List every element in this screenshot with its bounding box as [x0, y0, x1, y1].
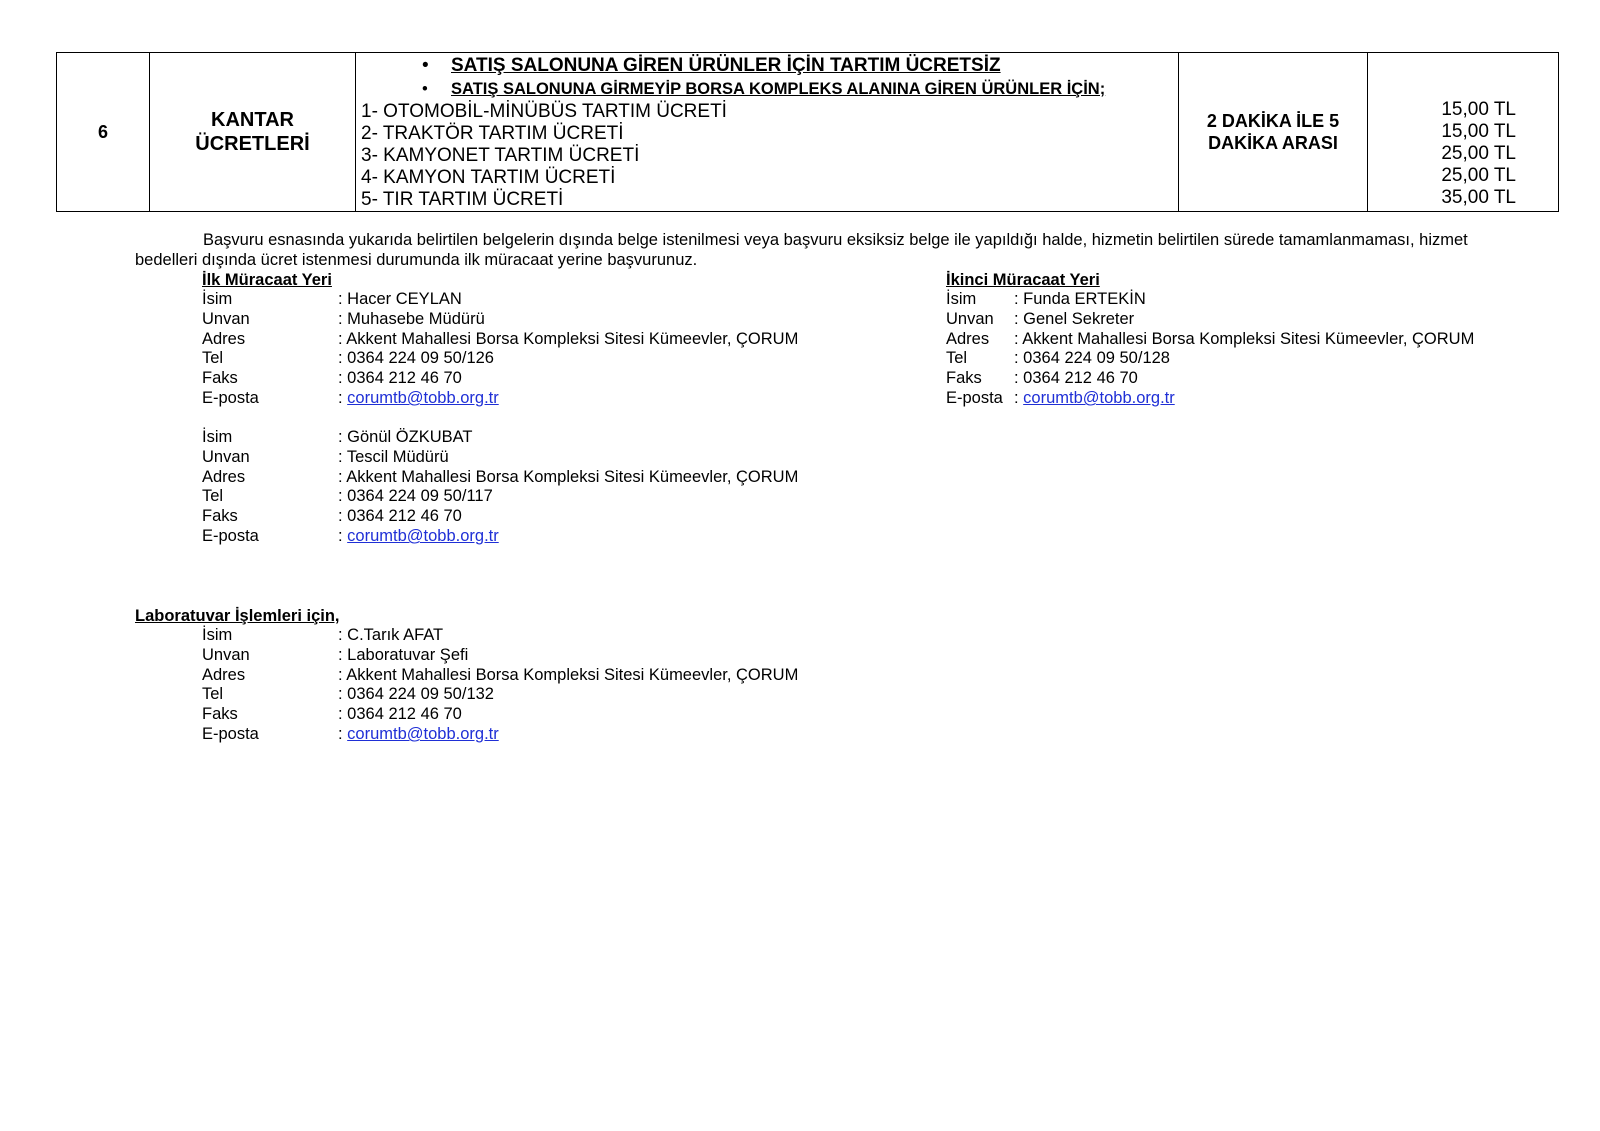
- contact-phone: : 0364 224 09 50/128: [1014, 349, 1170, 368]
- duration-line-1: 2 DAKİKA İLE 5: [1206, 111, 1340, 131]
- fee-item: 3- KAMYONET TARTIM ÜCRETİ: [361, 145, 640, 166]
- contact-phone: : 0364 224 09 50/117: [338, 487, 493, 506]
- contact-email-link[interactable]: corumtb@tobb.org.tr: [347, 724, 499, 743]
- label-fax: Faks: [202, 369, 238, 388]
- fee-item: 4- KAMYON TARTIM ÜCRETİ: [361, 167, 616, 188]
- label-address: Adres: [202, 467, 246, 486]
- first-place-heading: İlk Müracaat Yeri: [202, 271, 332, 289]
- service-name: [150, 53, 356, 212]
- label-address: Adres: [202, 665, 246, 684]
- contact-address: : Akkent Mahallesi Borsa Kompleksi Sitesi Kümeevler, ÇORUM: [338, 329, 799, 348]
- service-duration: [1179, 53, 1368, 212]
- label-name: İsim: [202, 290, 233, 308]
- contact-name: : Gönül ÖZKUBAT: [338, 428, 473, 446]
- label-address: Adres: [946, 329, 990, 348]
- contact-title: : Muhasebe Müdürü: [338, 309, 485, 328]
- contact-name: : C.Tarık AFAT: [338, 626, 444, 644]
- label-email: E-posta: [202, 724, 259, 743]
- label-name: İsim: [202, 626, 233, 644]
- contact-title: : Laboratuvar Şefi: [338, 645, 469, 664]
- label-email: E-posta: [946, 388, 1003, 407]
- application-notice: Başvuru esnasında yukarıda belirtilen belgelerin dışında belge istenilmesi veya başvuru eksiksiz belge ile yapıldığı halde, hizmetin belirtilen sürede tamamlanmaması, hizmet bedelleri dışında ücret istenmesi durumunda ilk müracaat yerine başvurunuz.: [135, 231, 1468, 269]
- contact-fax: : 0364 212 46 70: [1014, 369, 1138, 388]
- contact-name: : Hacer CEYLAN: [338, 290, 462, 308]
- contact-card-lab: İsim : C.Tarık AFAT Unvan : Laboratuvar Şefi Adres : Akkent Mahallesi Borsa Kompleksi Sitesi Kümeevler, ÇORUM Tel : 0364 224 09 50/132 Faks : 0364 212 46 70 E-posta : corumtb@tobb.org.tr: [202, 626, 799, 743]
- service-name-line-2: ÜCRETLERİ: [195, 133, 310, 155]
- contact-fax: : 0364 212 46 70: [338, 369, 462, 388]
- label-phone: Tel: [946, 349, 968, 368]
- contact-fax: : 0364 212 46 70: [338, 705, 462, 724]
- label-email: E-posta: [202, 526, 259, 545]
- contact-card-first-2: İsim : Gönül ÖZKUBAT Unvan : Tescil Müdürü Adres : Akkent Mahallesi Borsa Kompleksi Sitesi Kümeevler, ÇORUM Tel : 0364 224 09 50/117 Faks : 0364 212 46 70 E-posta : corumtb@tobb.org.tr: [202, 428, 799, 545]
- label-phone: Tel: [202, 487, 224, 506]
- contact-card-second: İsim : Funda ERTEKİN Unvan : Genel Sekreter Adres : Akkent Mahallesi Borsa Kompleksi Sitesi Kümeevler, ÇORUM Tel : 0364 224 09 50/128 Faks : 0364 212 46 70 E-posta : corumtb@tobb.org.tr: [946, 290, 1475, 407]
- row-number: 6: [57, 53, 150, 212]
- lab-heading: Laboratuvar İşlemleri için,: [135, 607, 340, 625]
- duration-line-2: DAKİKA ARASI: [1208, 133, 1338, 153]
- label-fax: Faks: [202, 507, 238, 526]
- service-prices: [1368, 53, 1559, 212]
- price-value: 35,00 TL: [1441, 187, 1516, 208]
- label-title: Unvan: [202, 309, 250, 328]
- contact-phone: : 0364 224 09 50/126: [338, 349, 494, 368]
- contact-card-first-1: İsim : Hacer CEYLAN Unvan : Muhasebe Müdürü Adres : Akkent Mahallesi Borsa Kompleksi Sitesi Kümeevler, ÇORUM Tel : 0364 224 09 50/126 Faks : 0364 212 46 70 E-posta : corumtb@tobb.org.tr: [202, 290, 799, 407]
- service-name-line-1: KANTAR: [211, 109, 294, 131]
- contact-email-link[interactable]: corumtb@tobb.org.tr: [347, 526, 499, 545]
- service-description: [356, 53, 1179, 212]
- price-value: 25,00 TL: [1441, 143, 1516, 164]
- label-title: Unvan: [946, 309, 994, 328]
- label-name: İsim: [202, 428, 233, 446]
- label-title: Unvan: [202, 447, 250, 466]
- label-email: E-posta: [202, 388, 259, 407]
- price-value: 15,00 TL: [1441, 99, 1516, 120]
- contact-address: : Akkent Mahallesi Borsa Kompleksi Sitesi Kümeevler, ÇORUM: [1014, 329, 1475, 348]
- label-phone: Tel: [202, 685, 224, 704]
- contact-address: : Akkent Mahallesi Borsa Kompleksi Sitesi Kümeevler, ÇORUM: [338, 665, 799, 684]
- bullet-complex-area: • SATIŞ SALONUNA GİRMEYİP BORSA KOMPLEKS ALANINA GİREN ÜRÜNLER İÇİN;: [356, 78, 1178, 101]
- contact-email-link[interactable]: corumtb@tobb.org.tr: [1023, 388, 1175, 407]
- contact-fax: : 0364 212 46 70: [338, 507, 462, 526]
- contact-address: : Akkent Mahallesi Borsa Kompleksi Sitesi Kümeevler, ÇORUM: [338, 467, 799, 486]
- fee-item: 5- TIR TARTIM ÜCRETİ: [361, 189, 564, 210]
- contact-title: : Genel Sekreter: [1014, 309, 1135, 328]
- label-name: İsim: [946, 290, 977, 308]
- fee-item: 1- OTOMOBİL-MİNÜBÜS TARTIM ÜCRETİ: [361, 101, 727, 122]
- bullet-free-weighing: • SATIŞ SALONUNA GİREN ÜRÜNLER İÇİN TARTIM ÜCRETSİZ: [356, 54, 1178, 78]
- fee-table: [56, 52, 1559, 212]
- label-fax: Faks: [946, 369, 982, 388]
- table-row: [57, 53, 1559, 212]
- price-value: 15,00 TL: [1441, 121, 1516, 142]
- label-title: Unvan: [202, 645, 250, 664]
- contact-name: : Funda ERTEKİN: [1014, 290, 1146, 308]
- contact-phone: : 0364 224 09 50/132: [338, 685, 494, 704]
- fee-item: 2- TRAKTÖR TARTIM ÜCRETİ: [361, 123, 624, 144]
- label-phone: Tel: [202, 349, 224, 368]
- contact-email-link[interactable]: corumtb@tobb.org.tr: [347, 388, 499, 407]
- price-value: 25,00 TL: [1441, 165, 1516, 186]
- label-fax: Faks: [202, 705, 238, 724]
- second-place-heading: İkinci Müracaat Yeri: [946, 271, 1100, 289]
- contact-title: : Tescil Müdürü: [338, 447, 449, 466]
- label-address: Adres: [202, 329, 246, 348]
